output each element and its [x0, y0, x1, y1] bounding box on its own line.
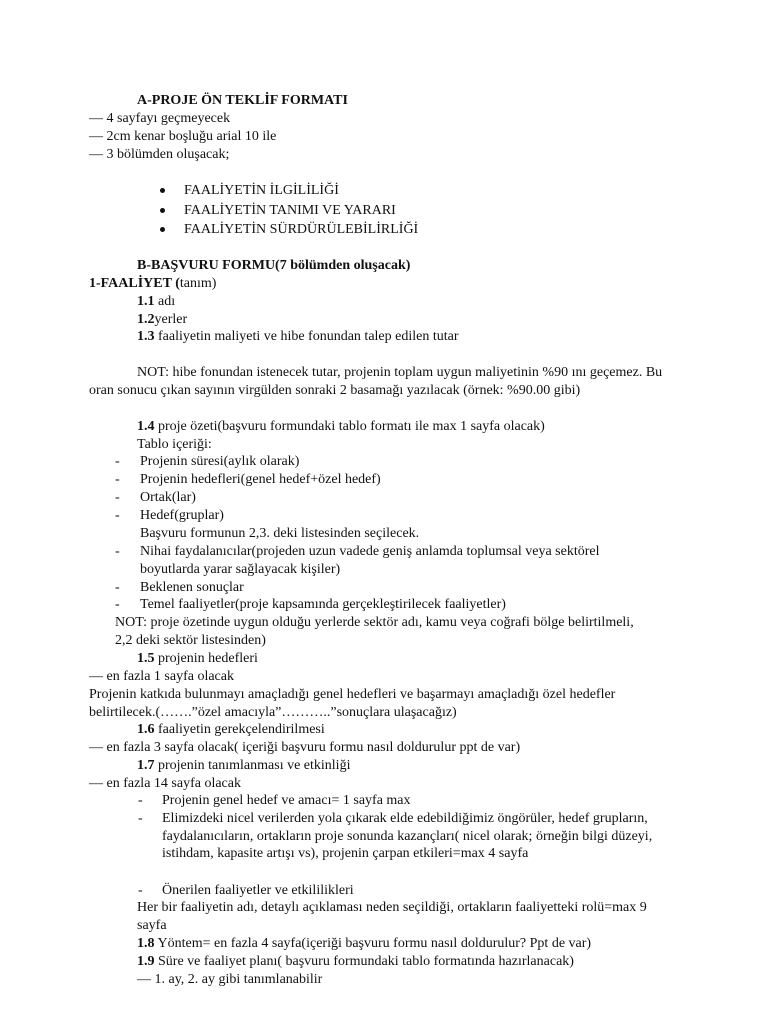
section-a-line-1: — 4 sayfayı geçmeyecek: [89, 111, 231, 126]
item-1-5-limit: — en fazla 1 sayfa olacak: [89, 669, 234, 684]
item-1-7: 1.7 projenin tanımlanması ve etkinliği: [137, 758, 351, 773]
item-1-1: 1.1 adı: [137, 294, 176, 309]
item-1-5-desc: Projenin katkıda bulunmayı amaçladığı genel hedefleri ve başarmayı amaçladığı özel hedefler belirtilecek.(…….”özel amacıyla”………..”sonuçlara ulaşacağız): [89, 687, 616, 720]
item-1-3: 1.3 faaliyetin maliyeti ve hibe fonundan talep edilen tutar: [137, 329, 459, 344]
item-1-4: 1.4 proje özeti(başvuru formundaki tablo formatı ile max 1 sayfa olacak): [137, 419, 545, 434]
item-1-9: 1.9 Süre ve faaliyet planı( başvuru formundaki tablo formatında hazırlanacak): [137, 954, 574, 969]
item-1-7-limit: — en fazla 14 sayfa olacak: [89, 776, 241, 791]
bullet-dot-icon: [160, 227, 165, 232]
document-page: A-PROJE ÖN TEKLİF FORMATI — 4 sayfayı geçmeyecek — 2cm kenar boşluğu arial 10 ile — 3 bölümden oluşacak; FAALİYETİN İLGİLİLİĞİ FAALİYETİN TANIMI VE YARARI FAALİYETİN SÜRDÜRÜLEBİLİRLİĞİ B-BAŞVURU FORMU(7 bölümden oluşacak) 1-FAALİYET (tanım) 1.1 adı 1.2yerler 1.3 faaliyetin maliyeti ve hibe fonundan talep edilen tutar NOT: hibe fonundan istenecek tutar, projenin toplam uygun maliyetinin %90 ını geçemez. Bu oran sonucu çıkan sayının virgülden sonraki 2 basamağı yazılacak (örnek: %90.00 gibi) 1.4 proje özeti(başvuru formundaki tablo formatı ile max 1 sayfa olacak) Tablo içeriği: - Projenin süresi(aylık olarak) - Projenin hedefleri(genel hedef+özel hedef) - Ortak(lar) - Hedef(gruplar) Başvuru formunun 2,3. deki listesinden seçilecek. - Nihai faydalanıcılar(projeden uzun vadede geniş anlamda toplumsal veya sektörel boyutlarda yarar sağlayacak kişiler) - Beklenen sonuçlar - Temel faaliyetler(proje kapsamında gerçekleştirilecek faaliyetler) NOT: proje özetinde uygun olduğu yerlerde sektör adı, kamu veya coğrafi bölge belirtilmeli, 2,2 deki sektör listesinden) 1.5 projenin hedefleri — en fazla 1 sayfa olacak Projenin katkıda bulunmayı amaçladığı genel hedefleri ve başarmayı amaçladığı özel hedefler belirtilecek.(…….”özel amacıyla”………..”sonuçlara ulaşacağız) 1.6 faaliyetin gerekçelendirilmesi — en fazla 3 sayfa olacak( içeriği başvuru formu nasıl doldurulur ppt de var) 1.7 projenin tanımlanması ve etkinliği — en fazla 14 sayfa olacak - Projenin genel hedef ve amacı= 1 sayfa max - Elimizdeki nicel verilerden yola çıkarak elde edebildiğimiz öngörüler, hedef grupların, faydalanıcıların, ortakların proje sonunda kazançları( nicel olarak; örneğin bilgi düzeyi, istihdam, kapasite artışı vs), projenin çarpan etkileri=max 4 sayfa - Önerilen faaliyetler ve etkililikleri Her bir faaliyetin adı, detaylı açıklaması neden seçildiği, ortakların faaliyetteki rolü=max 9 sayfa 1.8 Yöntem= en fazla 4 sayfa(içeriği başvuru formu nasıl doldurulur? Ppt de var) 1.9 Süre ve faaliyet planı( başvuru formundaki tablo formatında hazırlanacak) — 1. ay, 2. ay gibi tanımlanabilir: [0, 0, 768, 1024]
section-a-title: A-PROJE ÖN TEKLİF FORMATI: [137, 93, 348, 108]
list-subnote: Başvuru formunun 2,3. deki listesinden seçilecek.: [140, 526, 420, 541]
item-1-5: 1.5 projenin hedefleri: [137, 651, 258, 666]
item-1-6-limit: — en fazla 3 sayfa olacak( içeriği başvuru formu nasıl doldurulur ppt de var): [89, 740, 521, 755]
note-hibe: NOT: hibe fonundan istenecek tutar, projenin toplam uygun maliyetinin %90 ını geçemez. Bu oran sonucu çıkan sayının virgülden sonraki 2 basamağı yazılacak (örnek: %90.00 gibi): [89, 365, 663, 398]
section-b-title: B-BAŞVURU FORMU(7 bölümden oluşacak): [137, 258, 411, 273]
tablo-label: Tablo içeriği:: [137, 437, 212, 452]
section-a-line-3: — 3 bölümden oluşacak;: [89, 147, 230, 162]
faaliyet-heading: 1-FAALİYET (tanım): [89, 276, 217, 291]
section-a-line-2: — 2cm kenar boşluğu arial 10 ile: [89, 129, 277, 144]
item-1-8: 1.8 Yöntem= en fazla 4 sayfa(içeriği başvuru formu nasıl doldurulur? Ppt de var): [137, 936, 592, 951]
item-1-6: 1.6 faaliyetin gerekçelendirilmesi: [137, 722, 325, 737]
item-1-9-note: — 1. ay, 2. ay gibi tanımlanabilir: [137, 972, 323, 987]
note-ozet: NOT: proje özetinde uygun olduğu yerlerde sektör adı, kamu veya coğrafi bölge belirtilmeli, 2,2 deki sektör listesinden): [115, 615, 634, 648]
item-1-7-detail: Her bir faaliyetin adı, detaylı açıklaması neden seçildiği, ortakların faaliyetteki rolü=max 9 sayfa: [137, 900, 647, 933]
bullet-dot-icon: [160, 208, 165, 213]
item-1-2: 1.2yerler: [137, 312, 188, 327]
bullet-dot-icon: [160, 188, 165, 193]
